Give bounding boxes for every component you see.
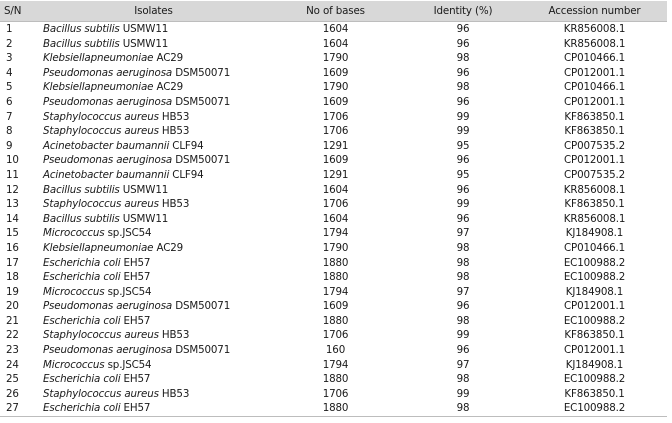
- cell-accession: KF863850.1: [564, 110, 625, 123]
- cell-accession: EC100988.2: [522, 401, 667, 416]
- species-name: Escherichia coli: [43, 402, 121, 415]
- strain-name: EH57: [120, 271, 151, 284]
- strain-name: sp.JSC54: [104, 358, 152, 371]
- cell-sn: 9: [6, 139, 13, 152]
- table-row: [0, 328, 667, 343]
- cell-sn: 25: [6, 373, 19, 386]
- cell-identity: 95: [456, 139, 470, 152]
- cell-identity: 96: [456, 95, 470, 108]
- cell-bases: 1880: [322, 373, 349, 386]
- cell-bases: 1609: [322, 66, 349, 79]
- cell-bases: 1880: [267, 401, 404, 416]
- strain-name: USMW11: [119, 183, 169, 196]
- table-row: [0, 124, 667, 139]
- cell-isolate: [40, 299, 267, 314]
- cell-sn: 16: [6, 241, 19, 254]
- table-row: [0, 372, 667, 387]
- table-row: [0, 110, 667, 125]
- species-name: Staphylococcus aureus: [43, 329, 159, 342]
- table-row: [0, 212, 667, 227]
- table-row: [0, 256, 667, 271]
- cell-bases: 1790: [322, 81, 349, 94]
- cell-sn: 18: [6, 271, 19, 284]
- cell-isolate: [40, 256, 267, 271]
- cell-isolate: [40, 401, 267, 416]
- species-name: Klebsiellapneumoniae: [43, 52, 154, 65]
- species-name: Acinetobacter baumannii: [43, 139, 170, 152]
- cell-bases: 1706: [322, 198, 349, 211]
- species-name: Staphylococcus aureus: [43, 387, 159, 400]
- cell-isolate: [40, 153, 267, 168]
- strain-name: AC29: [153, 52, 184, 65]
- species-name: Bacillus subtilis: [43, 23, 120, 35]
- cell-sn: 27: [0, 401, 40, 416]
- species-name: Bacillus subtilis: [43, 212, 120, 225]
- table-row: [0, 387, 667, 402]
- cell-identity: 96: [456, 344, 470, 357]
- strain-name: DSM50071: [172, 95, 231, 108]
- header-row: [0, 1, 667, 22]
- cell-sn: 21: [6, 314, 19, 327]
- species-name: Staphylococcus aureus: [43, 125, 159, 138]
- cell-isolate: [40, 183, 267, 198]
- cell-isolate: [40, 241, 267, 256]
- cell-accession: KF863850.1: [564, 125, 625, 138]
- species-name: Escherichia coli: [43, 314, 121, 327]
- table-row: [0, 168, 667, 183]
- cell-identity: 98: [456, 52, 470, 65]
- table-row: [0, 226, 667, 241]
- strain-name: HB53: [158, 329, 190, 342]
- cell-accession: EC100988.2: [563, 256, 626, 269]
- species-name: Staphylococcus aureus: [43, 198, 159, 211]
- cell-sn: 17: [6, 256, 19, 269]
- species-name: Klebsiellapneumoniae: [43, 241, 154, 254]
- strain-name: EH57: [120, 402, 151, 415]
- header-identity: Identity (%): [404, 1, 522, 22]
- cell-isolate: [40, 387, 267, 402]
- strain-name: sp.JSC54: [104, 227, 152, 240]
- table-row: [0, 401, 667, 416]
- cell-isolate: [40, 95, 267, 110]
- cell-sn: 2: [6, 37, 13, 50]
- cell-isolate: [40, 139, 267, 154]
- cell-accession: KR856008.1: [563, 23, 626, 35]
- table-row: [0, 270, 667, 285]
- cell-accession: KR856008.1: [563, 212, 626, 225]
- cell-bases: 1706: [322, 125, 349, 138]
- cell-accession: CP007535.2: [563, 139, 626, 152]
- cell-isolate: [40, 168, 267, 183]
- table-header: [0, 1, 667, 22]
- cell-identity: 99: [456, 198, 470, 211]
- species-name: Klebsiellapneumoniae: [43, 81, 154, 94]
- strain-name: AC29: [153, 241, 184, 254]
- cell-isolate: [40, 37, 267, 52]
- cell-bases: 1880: [322, 314, 349, 327]
- strain-name: CLF94: [169, 168, 204, 181]
- cell-accession: CP010466.1: [563, 81, 626, 94]
- species-name: Escherichia coli: [43, 271, 121, 284]
- cell-sn: 1: [6, 23, 13, 35]
- species-name: Pseudomonas aeruginosa: [43, 154, 173, 167]
- table-row: [0, 241, 667, 256]
- cell-bases: 1609: [322, 95, 349, 108]
- cell-isolate: [40, 285, 267, 300]
- cell-identity: 97: [456, 358, 470, 371]
- cell-sn: 20: [6, 300, 19, 313]
- strain-name: EH57: [120, 314, 151, 327]
- cell-bases: 1604: [322, 183, 349, 196]
- cell-identity: 98: [404, 401, 522, 416]
- cell-identity: 99: [456, 125, 470, 138]
- species-name: Escherichia coli: [43, 373, 121, 386]
- cell-bases: 1291: [322, 168, 349, 181]
- species-name: Escherichia coli: [43, 256, 121, 269]
- table-row: [0, 183, 667, 198]
- strain-name: EH57: [120, 256, 151, 269]
- strain-name: HB53: [158, 387, 190, 400]
- cell-isolate: [40, 110, 267, 125]
- cell-accession: CP010466.1: [563, 241, 626, 254]
- cell-bases: 1604: [322, 212, 349, 225]
- cell-sn: 26: [6, 387, 19, 400]
- cell-bases: 1790: [322, 52, 349, 65]
- species-name: Bacillus subtilis: [43, 183, 120, 196]
- cell-identity: 98: [456, 373, 470, 386]
- cell-accession: CP012001.1: [563, 66, 626, 79]
- table-row: [0, 343, 667, 358]
- strain-name: USMW11: [119, 37, 169, 50]
- cell-bases: 1291: [322, 139, 349, 152]
- cell-sn: 14: [6, 212, 19, 225]
- cell-identity: 96: [456, 183, 470, 196]
- strain-name: DSM50071: [172, 154, 231, 167]
- cell-sn: 3: [6, 52, 13, 65]
- cell-accession: KJ184908.1: [565, 285, 624, 298]
- cell-identity: 98: [456, 81, 470, 94]
- cell-accession: KF863850.1: [564, 387, 625, 400]
- cell-accession: KJ184908.1: [565, 227, 624, 240]
- species-name: Micrococcus: [43, 285, 105, 298]
- species-name: Bacillus subtilis: [43, 37, 120, 50]
- cell-identity: 98: [456, 256, 470, 269]
- cell-accession: CP012001.1: [563, 154, 626, 167]
- cell-identity: 99: [456, 387, 470, 400]
- strain-name: DSM50071: [172, 300, 231, 313]
- cell-isolate: [40, 372, 267, 387]
- table-row: [0, 299, 667, 314]
- table-body: [0, 22, 667, 417]
- cell-bases: 1794: [322, 227, 349, 240]
- isolates-table: [0, 1, 667, 417]
- table-row: [0, 197, 667, 212]
- strain-name: CLF94: [169, 139, 204, 152]
- cell-bases: 1794: [322, 285, 349, 298]
- cell-identity: 97: [456, 285, 470, 298]
- cell-accession: EC100988.2: [563, 271, 626, 284]
- cell-identity: 96: [456, 154, 470, 167]
- cell-sn: 19: [6, 285, 19, 298]
- table-row: [0, 66, 667, 81]
- species-name: Staphylococcus aureus: [43, 110, 159, 123]
- cell-isolate: [40, 66, 267, 81]
- cell-identity: 98: [456, 241, 470, 254]
- table-row: [0, 51, 667, 66]
- cell-accession: CP012001.1: [563, 300, 626, 313]
- cell-sn: 5: [6, 81, 13, 94]
- strain-name: EH57: [120, 373, 151, 386]
- cell-bases: 1609: [322, 154, 349, 167]
- cell-isolate: [40, 270, 267, 285]
- header-bases: No of bases: [267, 1, 404, 22]
- cell-accession: KF863850.1: [564, 329, 625, 342]
- species-name: Micrococcus: [43, 358, 105, 371]
- species-name: Pseudomonas aeruginosa: [43, 66, 173, 79]
- cell-isolate: [40, 343, 267, 358]
- cell-bases: 1706: [322, 329, 349, 342]
- cell-isolate: [40, 197, 267, 212]
- cell-bases: 1706: [322, 110, 349, 123]
- header-isolates: Isolates: [40, 1, 267, 22]
- strain-name: HB53: [158, 198, 190, 211]
- cell-identity: 99: [456, 329, 470, 342]
- cell-identity: 96: [456, 212, 470, 225]
- header-sn: S/N: [0, 1, 40, 22]
- table-row: [0, 37, 667, 52]
- cell-accession: EC100988.2: [563, 373, 626, 386]
- cell-bases: 1604: [322, 23, 349, 35]
- cell-bases: 1706: [322, 387, 349, 400]
- cell-bases: 1604: [322, 37, 349, 50]
- cell-identity: 98: [456, 271, 470, 284]
- cell-sn: 4: [6, 66, 13, 79]
- header-accession: Accession number: [522, 1, 667, 22]
- strain-name: sp.JSC54: [104, 285, 152, 298]
- table-row: [0, 285, 667, 300]
- cell-sn: 10: [6, 154, 19, 167]
- strain-name: HB53: [158, 125, 190, 138]
- cell-sn: 24: [6, 358, 19, 371]
- cell-identity: 96: [456, 37, 470, 50]
- cell-identity: 96: [456, 23, 470, 35]
- cell-sn: 7: [6, 110, 13, 123]
- cell-accession: KR856008.1: [563, 37, 626, 50]
- species-name: Pseudomonas aeruginosa: [43, 344, 173, 357]
- strain-name: AC29: [153, 81, 184, 94]
- species-name: Micrococcus: [43, 227, 105, 240]
- cell-accession: KF863850.1: [564, 198, 625, 211]
- species-name: Acinetobacter baumannii: [43, 168, 170, 181]
- cell-identity: 95: [456, 168, 470, 181]
- cell-isolate: [40, 80, 267, 95]
- cell-bases: 160: [325, 344, 346, 357]
- cell-sn: 8: [6, 125, 13, 138]
- cell-accession: CP012001.1: [563, 344, 626, 357]
- cell-accession: EC100988.2: [563, 314, 626, 327]
- cell-sn: 11: [6, 168, 19, 181]
- strain-name: USMW11: [119, 212, 169, 225]
- cell-accession: KJ184908.1: [565, 358, 624, 371]
- cell-sn: 22: [6, 329, 19, 342]
- cell-bases: 1609: [322, 300, 349, 313]
- cell-isolate: [40, 124, 267, 139]
- cell-sn: 12: [6, 183, 19, 196]
- cell-identity: 96: [456, 66, 470, 79]
- strain-name: HB53: [158, 110, 190, 123]
- table-row: [0, 22, 667, 37]
- cell-sn: 13: [6, 198, 19, 211]
- cell-sn: 23: [6, 344, 19, 357]
- table-row: [0, 80, 667, 95]
- cell-sn: 15: [6, 227, 19, 240]
- strain-name: DSM50071: [172, 344, 231, 357]
- cell-identity: 99: [456, 110, 470, 123]
- species-name: Pseudomonas aeruginosa: [43, 95, 173, 108]
- cell-isolate: [40, 314, 267, 329]
- cell-identity: 97: [456, 227, 470, 240]
- cell-isolate: [40, 22, 267, 37]
- cell-accession: CP012001.1: [563, 95, 626, 108]
- cell-isolate: [40, 226, 267, 241]
- cell-bases: 1880: [322, 271, 349, 284]
- cell-identity: 98: [456, 314, 470, 327]
- species-name: Pseudomonas aeruginosa: [43, 300, 173, 313]
- cell-identity: 96: [456, 300, 470, 313]
- cell-isolate: [40, 328, 267, 343]
- cell-isolate: [40, 51, 267, 66]
- table-row: [0, 139, 667, 154]
- cell-sn: 6: [6, 95, 13, 108]
- cell-accession: CP007535.2: [563, 168, 626, 181]
- cell-bases: 1880: [322, 256, 349, 269]
- table-row: [0, 95, 667, 110]
- cell-isolate: [40, 212, 267, 227]
- strain-name: DSM50071: [172, 66, 231, 79]
- strain-name: USMW11: [119, 23, 169, 35]
- table-row: [0, 314, 667, 329]
- cell-accession: CP010466.1: [563, 52, 626, 65]
- cell-bases: 1794: [322, 358, 349, 371]
- table-row: [0, 153, 667, 168]
- cell-isolate: [40, 358, 267, 373]
- cell-accession: KR856008.1: [563, 183, 626, 196]
- cell-bases: 1790: [322, 241, 349, 254]
- table-row: [0, 358, 667, 373]
